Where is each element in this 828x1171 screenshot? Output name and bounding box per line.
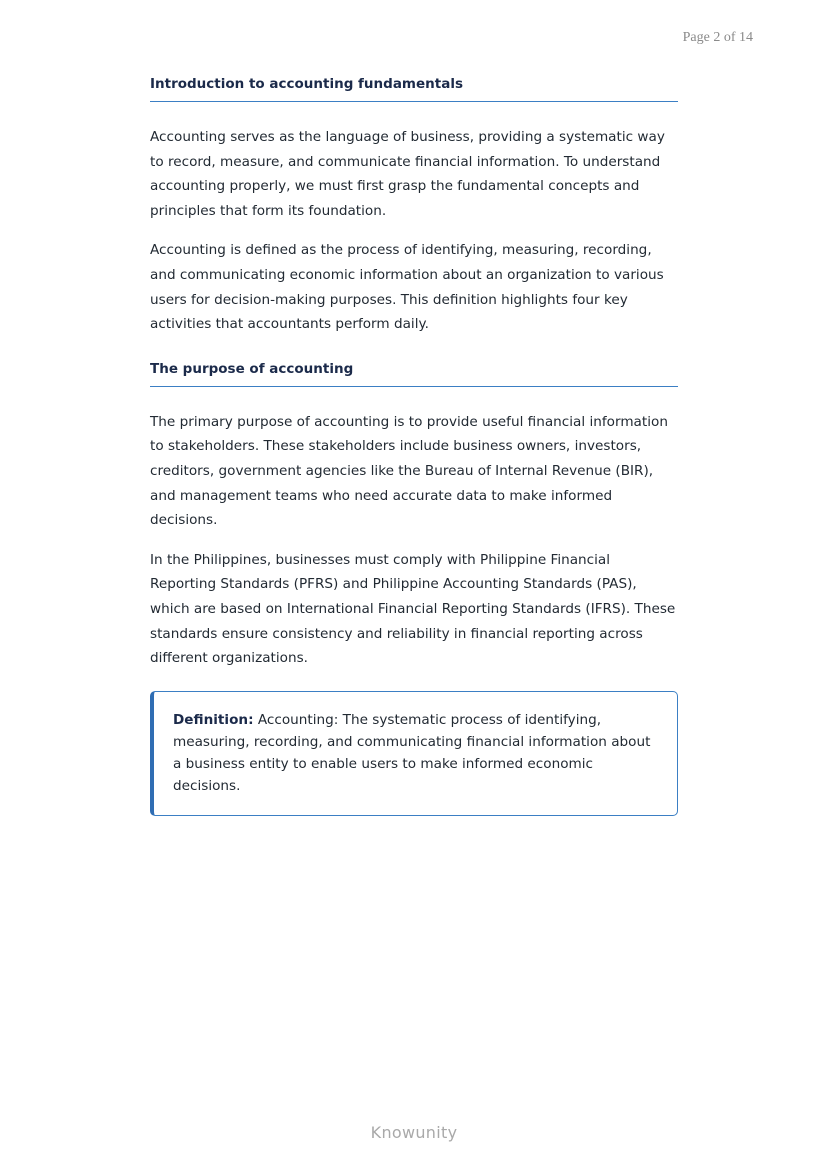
section-spacer bbox=[150, 352, 678, 361]
definition-text: Accounting: The systematic process of identifying, measuring, recording, and communicating financial information about a business entity to enable users to make informed economic decisions. bbox=[173, 711, 651, 794]
paragraph: The primary purpose of accounting is to provide useful financial information to stakeholders. These stakeholders include business owners, investors, creditors, government agencies like the Bureau of Internal Revenue (BIR), and management teams who need accurate data to make informed decisions. bbox=[150, 413, 668, 529]
definition-label: Definition: bbox=[173, 711, 254, 728]
paragraph: In the Philippines, businesses must comply with Philippine Financial Reporting Standards (PFRS) and Philippine Accounting Standards (PAS), which are based on International Financial Reporting Standards (IFRS). These standards ensure consistency and reliability in financial reporting across different organizations. bbox=[150, 551, 676, 667]
definition-callout bbox=[150, 691, 678, 816]
document-body bbox=[150, 76, 678, 816]
paragraph: Accounting is defined as the process of identifying, measuring, recording, and communicating economic information about an organization to various users for decision-making purposes. This definition highlights four key activities that accountants perform daily. bbox=[150, 242, 664, 333]
section-heading-purpose: The purpose of accounting bbox=[150, 361, 678, 387]
footer-brand-logo: Knowunity bbox=[370, 1123, 458, 1142]
paragraph: Accounting serves as the language of business, providing a systematic way to record, measure, and communicate financial information. To understand accounting properly, we must first grasp the fundamental concepts and principles that form its foundation. bbox=[150, 129, 665, 219]
page-number: Page 2 of 14 bbox=[682, 30, 753, 45]
section-heading-introduction: Introduction to accounting fundamentals bbox=[150, 76, 678, 102]
